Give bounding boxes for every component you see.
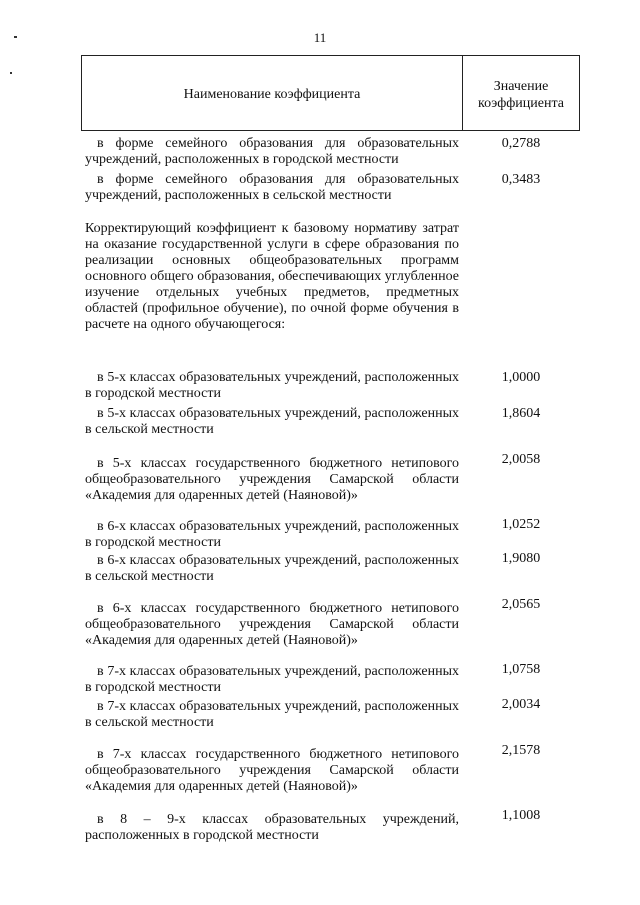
table-header	[81, 55, 580, 131]
coefficient-name: в 6-х классах государственного бюджетного нетипового общеобразовательного учреждения Самарской области «Академия для одаренных детей (Наяновой)»	[85, 601, 459, 648]
coefficient-name: в 5-х классах государственного бюджетного нетипового общеобразовательного учреждения Самарской области «Академия для одаренных детей (Наяновой)»	[85, 456, 459, 503]
coefficient-value: 1,0252	[501, 517, 541, 532]
coefficient-value: 2,0058	[501, 452, 541, 467]
coefficient-name: в форме семейного образования для образовательных учреждений, расположенных в сельской местности	[85, 172, 459, 203]
coefficient-name: в 7-х классах образовательных учреждений, расположенных в сельской местности	[85, 699, 459, 730]
column-header-value-line1: Значение	[493, 79, 549, 94]
scan-mark	[14, 36, 17, 38]
coefficient-name: в 6-х классах образовательных учреждений, расположенных в сельской местности	[85, 553, 459, 584]
coefficient-value: 2,0565	[501, 597, 541, 612]
coefficient-value: 1,9080	[501, 551, 541, 566]
coefficient-value: 1,1008	[501, 808, 541, 823]
column-header-value	[463, 78, 579, 112]
coefficient-name: в 5-х классах образовательных учреждений, расположенных в сельской местности	[85, 406, 459, 437]
coefficient-name: Корректирующий коэффициент к базовому нормативу затрат на оказание государственной услуги в сфере образования по реализации основных общеобразовательных программ основного общего образования, обеспечивающих углубленное изучение отдельных учебных предметов, предметных областей (профильное обучение), по очной форме обучения в расчете на одного обучающегося:	[85, 221, 459, 332]
coefficient-name: в 7-х классах государственного бюджетного нетипового общеобразовательного учреждения Самарской области «Академия для одаренных детей (Наяновой)»	[85, 747, 459, 794]
coefficient-value: 1,0758	[501, 662, 541, 677]
scan-mark	[10, 72, 12, 74]
column-header-value-line2: коэффициента	[478, 96, 564, 111]
coefficient-value: 0,2788	[501, 136, 541, 151]
coefficient-value: 2,0034	[501, 697, 541, 712]
coefficient-value: 0,3483	[501, 172, 541, 187]
coefficient-value: 1,8604	[501, 406, 541, 421]
page-number: 11	[313, 30, 327, 45]
coefficient-value: 1,0000	[501, 370, 541, 385]
coefficient-name: в 5-х классах образовательных учреждений, расположенных в городской местности	[85, 370, 459, 401]
coefficient-name: в форме семейного образования для образовательных учреждений, расположенных в городской местности	[85, 136, 459, 167]
coefficient-value: 2,1578	[501, 743, 541, 758]
coefficient-name: в 8 – 9-х классах образовательных учреждений, расположенных в городской местности	[85, 812, 459, 843]
column-header-name: Наименование коэффициента	[183, 87, 361, 102]
coefficient-name: в 7-х классах образовательных учреждений, расположенных в городской местности	[85, 664, 459, 695]
coefficient-name: в 6-х классах образовательных учреждений, расположенных в городской местности	[85, 519, 459, 550]
